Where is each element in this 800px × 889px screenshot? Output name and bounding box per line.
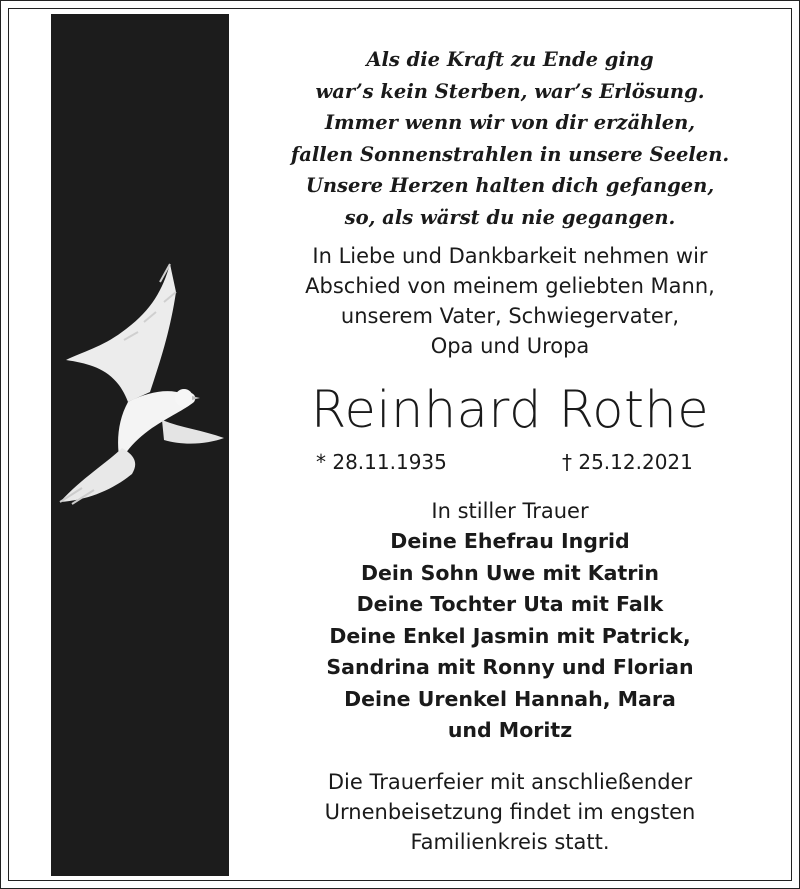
service-line: Urnenbeisetzung findet im engsten xyxy=(324,799,696,824)
mourner-line: Sandrina mit Ronny und Florian xyxy=(326,655,694,679)
poem-line: Immer wenn wir von dir erzählen, xyxy=(324,111,696,134)
intro-line: unserem Vater, Schwiegervater, xyxy=(340,304,680,328)
mourners-list xyxy=(250,526,770,747)
poem-line: so, als wärst du nie gegangen. xyxy=(344,205,676,229)
life-dates xyxy=(250,446,770,478)
service-notice xyxy=(250,767,770,857)
mourning-intro: In stiller Trauer xyxy=(431,499,589,523)
intro-line: Opa und Uropa xyxy=(430,334,590,358)
mourner-line: Deine Tochter Uta mit Falk xyxy=(356,592,664,616)
farewell-intro xyxy=(250,241,770,361)
mourner-line: Deine Ehefrau Ingrid xyxy=(390,529,630,553)
intro-line: Abschied von meinem geliebten Mann, xyxy=(305,274,715,298)
dove-icon xyxy=(52,252,232,522)
mourner-line: Deine Urenkel Hannah, Mara xyxy=(344,686,676,711)
poem-line: fallen Sonnenstrahlen in unsere Seelen. xyxy=(290,142,730,166)
poem-line: Als die Kraft zu Ende ging xyxy=(366,48,654,71)
service-line: Die Trauerfeier mit anschließender xyxy=(327,769,693,794)
mourner-line: und Moritz xyxy=(447,718,573,742)
mourner-line: Deine Enkel Jasmin mit Patrick, xyxy=(329,623,691,648)
service-line: Familienkreis statt. xyxy=(410,829,610,854)
poem-line: war’s kein Sterben, war’s Erlösung. xyxy=(315,79,705,103)
poem-line: Unsere Herzen halten dich gefangen, xyxy=(305,174,715,197)
deceased-name: Reinhard Rothe xyxy=(310,381,710,440)
obituary-content xyxy=(250,44,770,857)
intro-line: In Liebe und Dankbarkeit nehmen wir xyxy=(312,244,708,268)
birth-date: * 28.11.1935 xyxy=(316,450,447,474)
poem xyxy=(250,44,770,233)
mourner-line: Dein Sohn Uwe mit Katrin xyxy=(360,560,660,585)
death-date: † 25.12.2021 xyxy=(562,450,693,474)
